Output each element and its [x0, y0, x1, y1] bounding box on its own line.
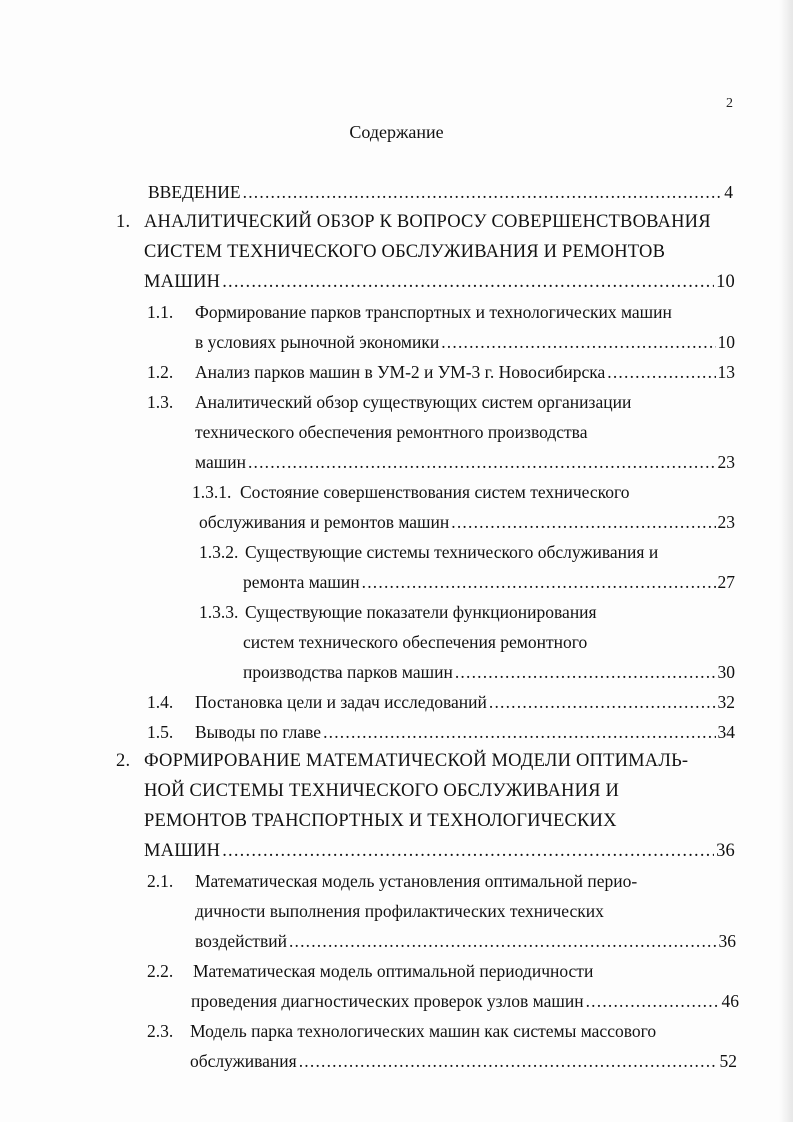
toc-entry-page: 30 — [717, 662, 735, 682]
toc-entry-number: 2. — [116, 751, 131, 771]
toc-entry-text: производства парков машин — [243, 662, 453, 682]
toc-leader-dots — [362, 571, 716, 593]
toc-entry-text: Математическая модель оптимальной периодичности — [193, 961, 594, 981]
toc-entry-number: 1.3.1. — [192, 482, 232, 502]
toc-section-2-1-end[interactable] — [195, 930, 736, 952]
toc-subsection-1-3-1-end[interactable] — [199, 511, 735, 533]
toc-leader-dots — [607, 361, 715, 383]
toc-entry-page: 52 — [719, 1051, 737, 1071]
toc-chapter-2-end[interactable] — [144, 840, 735, 862]
toc-entry-number: 1.3. — [147, 392, 174, 412]
toc-entry-page: 10 — [717, 332, 735, 352]
toc-chapter-2[interactable] — [116, 750, 738, 772]
toc-section-2-3-end[interactable] — [190, 1050, 737, 1072]
toc-leader-dots — [441, 331, 715, 353]
toc-chapter-2-cont-1 — [144, 780, 734, 802]
toc-entry-page: 23 — [717, 452, 735, 472]
toc-entry-number: 1.2. — [147, 362, 174, 382]
toc-entry-text: Формирование парков транспортных и технологических машин — [195, 302, 672, 322]
toc-chapter-1-end[interactable] — [144, 271, 735, 293]
toc-section-1-1-end[interactable] — [195, 331, 735, 353]
toc-entry-number: 2.3. — [147, 1021, 174, 1041]
toc-leader-dots — [289, 930, 717, 952]
toc-leader-dots — [243, 181, 723, 203]
toc-leader-dots — [455, 661, 716, 683]
toc-entry-text: Существующие системы технического обслуживания и — [245, 542, 659, 562]
toc-entry-page: 34 — [717, 722, 735, 742]
toc-chapter-1-cont — [144, 241, 734, 263]
toc-section-1-3[interactable] — [147, 391, 735, 413]
toc-section-2-1[interactable] — [147, 870, 735, 892]
toc-subsection-1-3-1[interactable] — [192, 481, 735, 503]
toc-subsection-1-3-3-cont — [243, 631, 735, 653]
toc-entry-text: МАШИН — [144, 272, 221, 292]
toc-entry-text: СИСТЕМ ТЕХНИЧЕСКОГО ОБСЛУЖИВАНИЯ И РЕМОНТОВ — [144, 242, 666, 262]
toc-entry-number: 1.1. — [147, 302, 174, 322]
toc-subsection-1-3-2-end[interactable] — [243, 571, 735, 593]
toc-entry-page: 32 — [717, 692, 735, 712]
toc-subsection-1-3-3[interactable] — [199, 601, 735, 623]
toc-leader-dots — [489, 691, 716, 713]
toc-leader-dots — [299, 1050, 718, 1072]
toc-section-1-2[interactable] — [147, 361, 735, 383]
toc-entry-text: воздействий — [195, 931, 287, 951]
toc-entry-page: 4 — [724, 182, 733, 202]
toc-leader-dots — [586, 990, 720, 1012]
toc-entry-text: РЕМОНТОВ ТРАНСПОРТНЫХ И ТЕХНОЛОГИЧЕСКИХ — [144, 811, 617, 831]
toc-entry-number: 1.3.2. — [199, 542, 239, 562]
toc-entry-page: 10 — [716, 272, 735, 292]
toc-entry-text: Состояние совершенствования систем технического — [240, 482, 630, 502]
toc-section-1-5[interactable] — [147, 721, 735, 743]
toc-chapter-1[interactable] — [116, 211, 736, 233]
toc-entry-text: ФОРМИРОВАНИЕ МАТЕМАТИЧЕСКОЙ МОДЕЛИ ОПТИМАЛЬ- — [144, 751, 689, 771]
page-title: Содержание — [349, 122, 444, 142]
toc-entry-number: 1.5. — [147, 722, 174, 742]
toc-entry-text: дичности выполнения профилактических технических — [195, 901, 604, 921]
toc-leader-dots — [222, 271, 714, 293]
toc-entry-text: ремонта машин — [243, 572, 360, 592]
page-number: 2 — [726, 96, 733, 111]
toc-section-1-3-end[interactable] — [195, 451, 735, 473]
toc-entry-page: 23 — [717, 512, 735, 532]
toc-entry-number: 2.2. — [147, 961, 174, 981]
toc-section-1-3-cont — [195, 421, 735, 443]
toc-entry-text: Существующие показатели функционирования — [245, 602, 597, 622]
toc-leader-dots — [323, 721, 715, 743]
toc-entry-text: обслуживания — [190, 1051, 297, 1071]
toc-section-1-4[interactable] — [147, 691, 735, 713]
toc-subsection-1-3-2[interactable] — [199, 541, 735, 563]
toc-entry-number: 1.4. — [147, 692, 174, 712]
toc-entry-intro[interactable] — [148, 181, 733, 203]
toc-section-2-3[interactable] — [147, 1020, 737, 1042]
toc-entry-number: 1.3.3. — [199, 602, 239, 622]
toc-entry-page: 46 — [721, 991, 739, 1011]
toc-leader-dots — [222, 840, 714, 862]
toc-entry-page: 27 — [717, 572, 735, 592]
toc-section-1-1[interactable] — [147, 301, 735, 323]
toc-section-2-2[interactable] — [147, 960, 735, 982]
toc-entry-text: Модель парка технологических машин как системы массового — [190, 1021, 657, 1041]
toc-entry-text: НОЙ СИСТЕМЫ ТЕХНИЧЕСКОГО ОБСЛУЖИВАНИЯ И — [144, 781, 620, 801]
toc-entry-number: 1. — [116, 212, 131, 232]
toc-section-2-2-end[interactable] — [191, 990, 739, 1012]
toc-leader-dots — [451, 511, 715, 533]
toc-entry-text: АНАЛИТИЧЕСКИЙ ОБЗОР К ВОПРОСУ СОВЕРШЕНСТВОВАНИЯ — [144, 212, 711, 232]
toc-entry-page: 36 — [718, 931, 736, 951]
toc-entry-text: Математическая модель установления оптимальной перио- — [195, 871, 638, 891]
toc-entry-text: Выводы по главе — [195, 722, 322, 742]
toc-subsection-1-3-3-end[interactable] — [243, 661, 735, 683]
toc-entry-text: машин — [195, 452, 246, 472]
toc-entry-text: систем технического обеспечения ремонтного — [243, 632, 588, 652]
toc-entry-text: МАШИН — [144, 841, 221, 861]
toc-entry-text: проведения диагностических проверок узлов машин — [191, 991, 584, 1011]
toc-entry-text: Анализ парков машин в УМ-2 и УМ-3 г. Новосибирска — [195, 362, 606, 382]
toc-entry-page: 36 — [716, 841, 735, 861]
toc-leader-dots — [248, 451, 716, 473]
toc-chapter-2-cont-2 — [144, 810, 734, 832]
toc-entry-text: обслуживания и ремонтов машин — [199, 512, 450, 532]
scan-shadow-edge — [779, 0, 793, 1122]
toc-section-2-1-cont — [195, 900, 735, 922]
toc-entry-text: Аналитический обзор существующих систем организации — [195, 392, 632, 412]
toc-entry-number: 2.1. — [147, 871, 174, 891]
toc-entry-text: ВВЕДЕНИЕ — [148, 182, 241, 202]
toc-entry-text: в условиях рыночной экономики — [195, 332, 440, 352]
toc-entry-text: Постановка цели и задач исследований — [195, 692, 487, 712]
toc-entry-page: 13 — [717, 362, 735, 382]
toc-entry-text: технического обеспечения ремонтного производства — [195, 422, 588, 442]
